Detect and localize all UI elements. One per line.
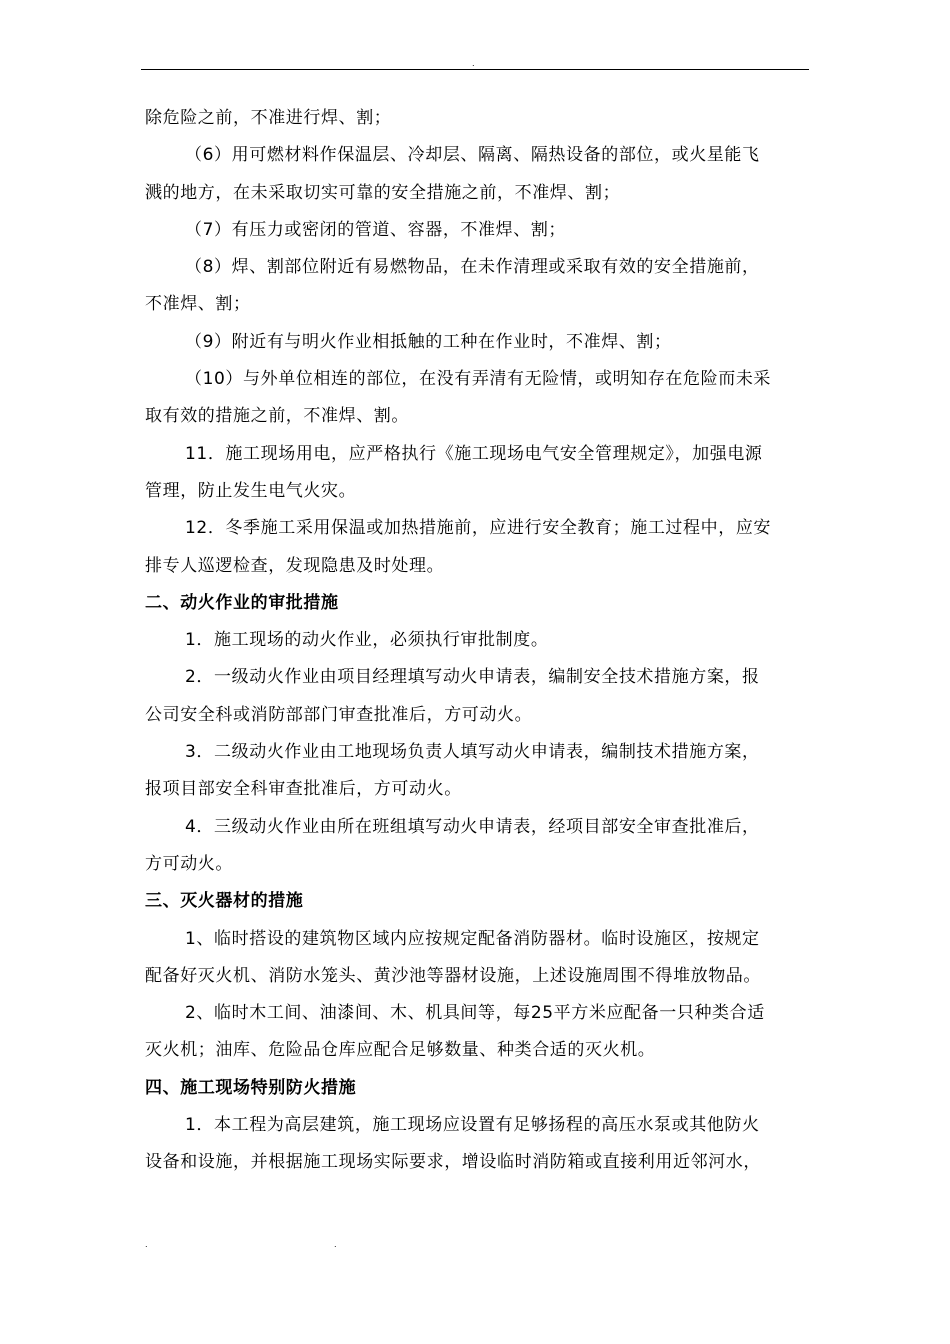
text-line: （9）附近有与明火作业相抵触的工种在作业时，不准焊、割； xyxy=(185,331,672,352)
text-line: （6）用可燃材料作保温层、冷却层、隔离、隔热设备的部位，或火星能飞 xyxy=(185,145,760,166)
text-line: 1．施工现场的动火作业，必须执行审批制度。 xyxy=(185,630,549,651)
section-heading: 三、灭火器材的措施 xyxy=(145,891,304,912)
text-line: 1、临时搭设的建筑物区域内应按规定配备消防器材。临时设施区，按规定 xyxy=(185,928,760,949)
text-line: 灭火机；油库、危险品仓库应配合足够数量、种类合适的灭火机。 xyxy=(145,1040,656,1061)
text-line: 管理，防止发生电气火灾。 xyxy=(145,480,357,501)
text-line: 公司安全科或消防部部门审查批准后，方可动火。 xyxy=(145,704,533,725)
text-line: 方可动火。 xyxy=(145,853,233,874)
text-line: 配备好灭火机、消防水笼头、黄沙池等器材设施，上述设施周围不得堆放物品。 xyxy=(145,965,761,986)
text-line: 取有效的措施之前，不准焊、割。 xyxy=(145,406,409,427)
footer-mark-right: . xyxy=(334,1240,337,1249)
text-line: （8）焊、割部位附近有易燃物品，在未作清理或采取有效的安全措施前， xyxy=(185,257,760,278)
text-line: 设备和设施，并根据施工现场实际要求，增设临时消防箱或直接利用近邻河水， xyxy=(145,1152,761,1173)
footer-mark-left: . xyxy=(145,1240,148,1249)
text-line: （10）与外单位相连的部位，在没有弄清有无险情，或明知存在危险而未采 xyxy=(185,369,772,390)
text-line: （7）有压力或密闭的管道、容器，不准焊、割； xyxy=(185,219,567,240)
header-rule xyxy=(141,69,809,70)
text-line: 除危险之前，不准进行焊、割； xyxy=(145,108,392,128)
text-line: 11．施工现场用电，应严格执行《施工现场电气安全管理规定》，加强电源 xyxy=(185,443,763,464)
text-line: 2、临时木工间、油漆间、木、机具间等，每25平方米应配备一只种类合适 xyxy=(185,1003,765,1024)
text-line: 不准焊、割； xyxy=(145,294,251,315)
text-line: 3．二级动火作业由工地现场负责人填写动火申请表，编制技术措施方案， xyxy=(185,742,760,763)
section-heading: 四、施工现场特别防火措施 xyxy=(145,1077,357,1098)
document-body xyxy=(145,100,813,1182)
section-heading: 二、动火作业的审批措施 xyxy=(145,592,339,613)
text-line: 2．一级动火作业由项目经理填写动火申请表，编制安全技术措施方案，报 xyxy=(185,667,760,688)
text-line: 报项目部安全科审查批准后，方可动火。 xyxy=(145,779,462,800)
text-line: 12．冬季施工采用保温或加热措施前，应进行安全教育；施工过程中，应安 xyxy=(185,518,772,539)
header-mark: . xyxy=(472,59,475,68)
text-line: 1．本工程为高层建筑，施工现场应设置有足够扬程的高压水泵或其他防火 xyxy=(185,1115,760,1136)
text-line: 4．三级动火作业由所在班组填写动火申请表，经项目部安全审查批准后， xyxy=(185,816,760,837)
text-line: 排专人巡逻检查，发现隐患及时处理。 xyxy=(145,555,445,576)
text-line: 溅的地方，在未采取切实可靠的安全措施之前，不准焊、割； xyxy=(145,182,621,203)
